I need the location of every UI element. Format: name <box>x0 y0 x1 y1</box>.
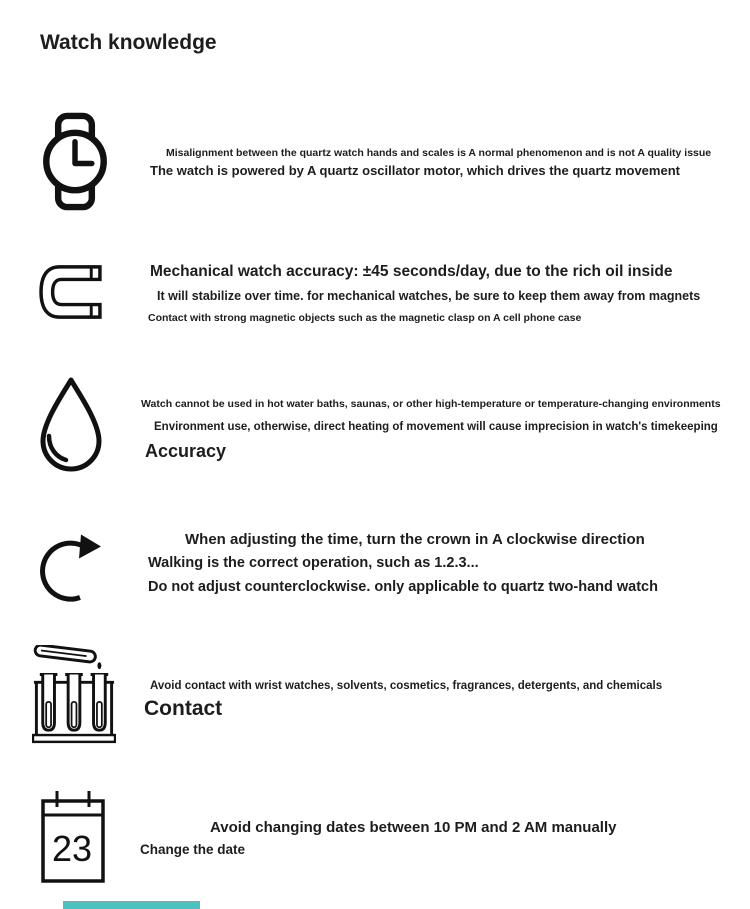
temperature-note-line: Watch cannot be used in hot water baths, saunas, or other high-temperature or temperature-changing environments <box>141 398 721 410</box>
magnet-icon <box>36 264 104 320</box>
calendar-icon <box>40 789 106 885</box>
date-change-line-2: Change the date <box>140 842 246 857</box>
date-change-line-1: Avoid changing dates between 10 PM and 2 AM manually <box>210 819 617 836</box>
chemicals-note-line: Avoid contact with wrist watches, solvents, cosmetics, fragrances, detergents, and chemicals <box>150 680 663 692</box>
magnet-headline: Mechanical watch accuracy: ±45 seconds/day, due to the rich oil inside <box>150 263 673 280</box>
magnet-line-3: Contact with strong magnetic objects such as the magnetic clasp on A cell phone case <box>148 312 582 324</box>
page-title: Watch knowledge <box>40 31 217 54</box>
crown-line-1: When adjusting the time, turn the crown in A clockwise direction <box>185 531 645 548</box>
teal-accent-bar <box>63 901 200 909</box>
clockwise-arrow-icon <box>37 522 107 608</box>
temperature-line-2: Environment use, otherwise, direct heating of movement will cause imprecision in watch's timekeeping <box>154 421 718 433</box>
magnet-line-2: It will stabilize over time. for mechanical watches, be sure to keep them away from magnets <box>157 289 701 303</box>
accuracy-heading: Accuracy <box>145 441 227 461</box>
wristwatch-icon <box>40 112 110 211</box>
contact-heading: Contact <box>144 697 223 720</box>
water-drop-icon <box>36 376 106 472</box>
quartz-note-line: Misalignment between the quartz watch hands and scales is A normal phenomenon and is not A quality issue <box>166 147 712 159</box>
crown-line-3: Do not adjust counterclockwise. only applicable to quartz two-hand watch <box>148 579 658 595</box>
crown-line-2: Walking is the correct operation, such as 1.2.3... <box>148 555 479 571</box>
quartz-main-line: The watch is powered by A quartz oscillator motor, which drives the quartz movement <box>150 163 680 178</box>
calendar-date-number: 23 <box>51 828 93 869</box>
test-tubes-icon <box>32 645 116 745</box>
